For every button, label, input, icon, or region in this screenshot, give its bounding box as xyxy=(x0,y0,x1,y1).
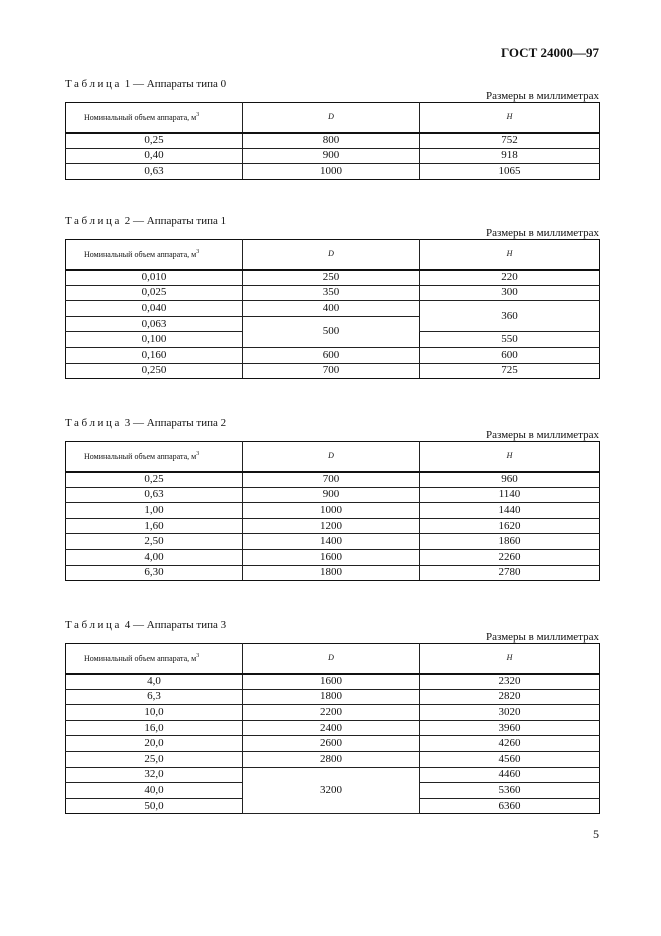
cell-h: 1440 xyxy=(420,503,600,519)
cell-volume: 2,50 xyxy=(66,534,243,550)
table-header-row xyxy=(66,644,600,674)
cell-d: 1000 xyxy=(243,503,420,519)
cell-volume: 6,3 xyxy=(66,689,243,705)
table-row xyxy=(66,705,600,721)
table-3-number: 3 xyxy=(124,417,131,429)
header-volume: Номинальный объем аппарата, $м^3$ xyxy=(66,240,243,270)
cell-d: 1000 xyxy=(243,164,420,180)
cell-h: 550 xyxy=(420,332,600,348)
cell-volume: 6,30 xyxy=(66,565,243,581)
header-d: D xyxy=(243,240,420,270)
cell-d: 1200 xyxy=(243,518,420,534)
cell-h: 960 xyxy=(420,472,600,488)
cell-h: 1860 xyxy=(420,534,600,550)
table-1-number: 1 xyxy=(124,78,131,90)
header-d: D xyxy=(243,644,420,674)
table-row xyxy=(66,503,600,519)
table-1-units: Размеры в миллиметрах xyxy=(486,90,599,102)
cell-h: 5360 xyxy=(420,783,600,799)
cell-h: 725 xyxy=(420,363,600,379)
cell-h: 4460 xyxy=(420,767,600,783)
table-row xyxy=(66,347,600,363)
table-3-title: — Аппараты типа 2 xyxy=(133,417,227,429)
header-h: H xyxy=(420,103,600,133)
table-3-units: Размеры в миллиметрах xyxy=(486,429,599,441)
header-d: D xyxy=(243,442,420,472)
cell-d: 600 xyxy=(243,347,420,363)
header-volume: Номинальный объем аппарата, $м^3$ xyxy=(66,103,243,133)
cell-volume: 1,00 xyxy=(66,503,243,519)
table-row xyxy=(66,285,600,301)
cell-h: 360 xyxy=(420,301,600,332)
cell-h: 2820 xyxy=(420,689,600,705)
cell-d: 2200 xyxy=(243,705,420,721)
cell-volume: 32,0 xyxy=(66,767,243,783)
table-3 xyxy=(65,441,600,581)
cell-volume: 0,025 xyxy=(66,285,243,301)
cell-volume: 0,040 xyxy=(66,301,243,317)
cell-h: 3960 xyxy=(420,720,600,736)
cell-d: 1600 xyxy=(243,549,420,565)
cell-d: 1400 xyxy=(243,534,420,550)
cell-volume: 0,40 xyxy=(66,148,243,164)
cell-d: 2800 xyxy=(243,751,420,767)
cell-d: 700 xyxy=(243,363,420,379)
table-row xyxy=(66,674,600,690)
table-4-units: Размеры в миллиметрах xyxy=(486,631,599,643)
table-4-caption xyxy=(65,619,226,631)
cell-h: 6360 xyxy=(420,798,600,814)
table-row xyxy=(66,689,600,705)
cell-volume: 16,0 xyxy=(66,720,243,736)
cell-h: 2320 xyxy=(420,674,600,690)
table-row xyxy=(66,301,600,317)
table-row xyxy=(66,472,600,488)
cell-volume: 0,63 xyxy=(66,487,243,503)
table-4 xyxy=(65,643,600,814)
cell-d: 700 xyxy=(243,472,420,488)
document-id: ГОСТ 24000—97 xyxy=(500,45,599,60)
cell-volume: 4,00 xyxy=(66,549,243,565)
cell-h: 1065 xyxy=(420,164,600,180)
cell-d: 900 xyxy=(243,148,420,164)
table-2 xyxy=(65,239,600,379)
table-1-word: Таблица xyxy=(65,78,122,90)
table-1 xyxy=(65,102,600,180)
page-number: 5 xyxy=(593,827,599,841)
cell-h: 4560 xyxy=(420,751,600,767)
cell-d: 1600 xyxy=(243,674,420,690)
cell-volume: 0,63 xyxy=(66,164,243,180)
table-row xyxy=(66,736,600,752)
table-row xyxy=(66,720,600,736)
header-d: D xyxy=(243,103,420,133)
cell-d: 900 xyxy=(243,487,420,503)
table-3-caption xyxy=(65,417,226,429)
cell-d: 800 xyxy=(243,133,420,149)
table-header-row xyxy=(66,442,600,472)
cell-d: 2400 xyxy=(243,720,420,736)
table-4-title: — Аппараты типа 3 xyxy=(133,619,227,631)
table-4-word: Таблица xyxy=(65,619,122,631)
cell-h: 3020 xyxy=(420,705,600,721)
table-row xyxy=(66,148,600,164)
table-2-number: 2 xyxy=(124,215,131,227)
cell-volume: 4,0 xyxy=(66,674,243,690)
cell-h: 1140 xyxy=(420,487,600,503)
table-row xyxy=(66,487,600,503)
table-header-row xyxy=(66,240,600,270)
table-row xyxy=(66,518,600,534)
cell-h: 300 xyxy=(420,285,600,301)
cell-volume: 0,010 xyxy=(66,270,243,286)
cell-h: 220 xyxy=(420,270,600,286)
cell-volume: 10,0 xyxy=(66,705,243,721)
table-row xyxy=(66,164,600,180)
header-h: H xyxy=(420,240,600,270)
cell-h: 4260 xyxy=(420,736,600,752)
table-2-title: — Аппараты типа 1 xyxy=(133,215,227,227)
table-row xyxy=(66,751,600,767)
table-2-caption xyxy=(65,215,226,227)
header-volume: Номинальный объем аппарата, $м^3$ xyxy=(66,442,243,472)
cell-h: 752 xyxy=(420,133,600,149)
cell-d: 250 xyxy=(243,270,420,286)
table-1-title: — Аппараты типа 0 xyxy=(133,78,227,90)
header-volume: Номинальный объем аппарата, $м^3$ xyxy=(66,644,243,674)
header-h: H xyxy=(420,644,600,674)
cell-h: 600 xyxy=(420,347,600,363)
cell-volume: 0,250 xyxy=(66,363,243,379)
table-header-row xyxy=(66,103,600,133)
cell-volume: 1,60 xyxy=(66,518,243,534)
cell-volume: 25,0 xyxy=(66,751,243,767)
cell-h: 918 xyxy=(420,148,600,164)
table-row xyxy=(66,363,600,379)
cell-d: 400 xyxy=(243,301,420,317)
cell-d: 1800 xyxy=(243,565,420,581)
table-row xyxy=(66,767,600,783)
cell-volume: 50,0 xyxy=(66,798,243,814)
cell-d: 500 xyxy=(243,316,420,347)
table-3-word: Таблица xyxy=(65,417,122,429)
table-2-units: Размеры в миллиметрах xyxy=(486,227,599,239)
cell-volume: 40,0 xyxy=(66,783,243,799)
table-row xyxy=(66,270,600,286)
table-row xyxy=(66,133,600,149)
cell-d: 350 xyxy=(243,285,420,301)
cell-volume: 0,160 xyxy=(66,347,243,363)
cell-volume: 0,063 xyxy=(66,316,243,332)
cell-volume: 0,25 xyxy=(66,472,243,488)
cell-volume: 0,25 xyxy=(66,133,243,149)
table-2-word: Таблица xyxy=(65,215,122,227)
cell-h: 1620 xyxy=(420,518,600,534)
header-h: H xyxy=(420,442,600,472)
cell-d: 2600 xyxy=(243,736,420,752)
cell-d: 3200 xyxy=(243,767,420,814)
cell-h: 2260 xyxy=(420,549,600,565)
table-row xyxy=(66,534,600,550)
cell-h: 2780 xyxy=(420,565,600,581)
cell-volume: 20,0 xyxy=(66,736,243,752)
cell-d: 1800 xyxy=(243,689,420,705)
cell-volume: 0,100 xyxy=(66,332,243,348)
table-1-caption xyxy=(65,78,226,90)
table-4-number: 4 xyxy=(124,619,131,631)
table-row xyxy=(66,549,600,565)
table-row xyxy=(66,565,600,581)
